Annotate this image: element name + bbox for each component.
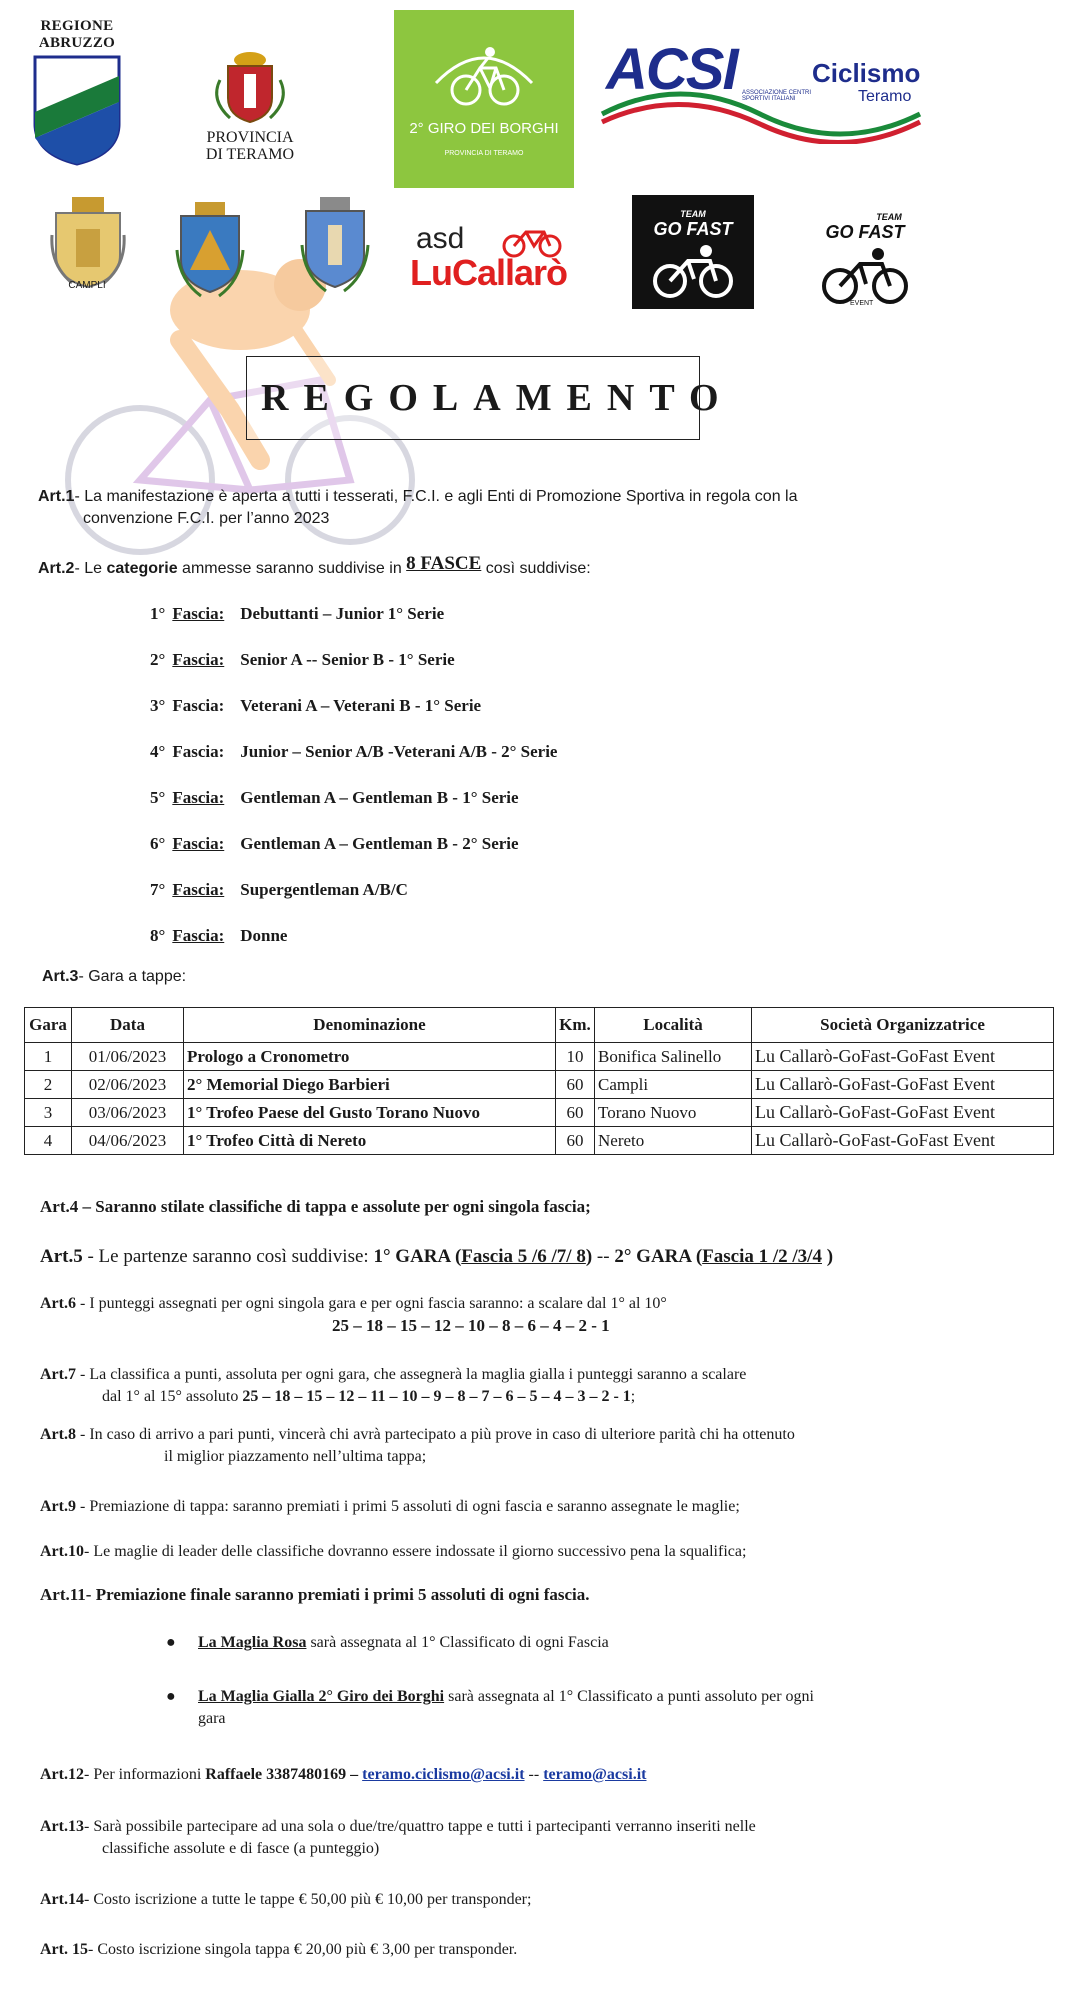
art5-fasce-1: Fascia 5 /6 /7/ 8 — [461, 1246, 586, 1267]
fascia-number: 2° — [150, 650, 166, 669]
col-societa: Società Organizzatrice — [752, 1008, 1054, 1043]
cell-data: 03/06/2023 — [72, 1099, 184, 1127]
article-9 — [40, 1496, 740, 1518]
campli-crest-icon — [50, 195, 126, 291]
acsi-teramo-label: Teramo — [858, 88, 912, 105]
article-14 — [40, 1889, 531, 1911]
art6-text: - I punteggi assegnati per ogni singola gara e per ogni fascia saranno: a scalare dal 1° al 10° — [75, 1295, 667, 1312]
acsi-ciclismo-label: Ciclismo — [812, 58, 921, 88]
art7-points: 25 – 18 – 15 – 12 – 11 – 10 – 9 – 8 – 7 – 6 – 5 – 4 – 3 – 2 - 1 — [242, 1388, 631, 1405]
fascia-number: 4° — [150, 742, 166, 761]
art10-text: - Le maglie di leader delle classifiche dovranno essere indossate il giorno successivo pena la squalifica; — [83, 1543, 747, 1560]
art6-points: 25 – 18 – 15 – 12 – 10 – 8 – 6 – 4 – 2 - 1 — [332, 1316, 610, 1335]
cell-gara: 1 — [25, 1043, 72, 1071]
cell-societa: Lu Callarò-GoFast-GoFast Event — [752, 1099, 1054, 1127]
fascia-item — [150, 695, 481, 717]
col-data: Data — [72, 1008, 184, 1043]
fascia-label: Fascia: — [172, 604, 225, 623]
table-row — [25, 1043, 1054, 1071]
art3-label: Art.3 — [42, 968, 79, 985]
fascia-categories: Gentleman A – Gentleman B - 2° Serie — [240, 834, 519, 853]
art7-text-2: dal 1° al 15° assoluto — [102, 1388, 243, 1405]
bullet-2-text: sarà assegnata al 1° Classificato a punti assoluto per ogni — [444, 1688, 814, 1705]
fascia-categories: Veterani A – Veterani B - 1° Serie — [240, 696, 482, 715]
fascia-number: 6° — [150, 834, 166, 853]
regione-label: REGIONE — [40, 18, 114, 34]
table-header-row — [25, 1008, 1054, 1043]
cell-km: 60 — [556, 1127, 595, 1155]
article-1 — [38, 486, 1038, 530]
art5-fasce-2: Fascia 1 /2 /3/4 — [702, 1246, 822, 1267]
art2-pre: - Le — [74, 560, 107, 577]
cell-gara: 4 — [25, 1127, 72, 1155]
provincia-label: PROVINCIA — [206, 129, 294, 146]
article-6 — [40, 1293, 667, 1315]
gofast-event-name: GO FAST — [825, 222, 905, 242]
lucallaro-name: LuCallarò — [410, 252, 568, 293]
cell-denominazione: 2° Memorial Diego Barbieri — [184, 1071, 556, 1099]
regione-abruzzo-logo — [32, 18, 122, 171]
cell-localita: Nereto — [595, 1127, 752, 1155]
giro-title: 2° GIRO DEI BORGHI — [409, 120, 559, 137]
gofast-name: GO FAST — [653, 219, 733, 239]
cell-data: 01/06/2023 — [72, 1043, 184, 1071]
art2-post: così suddivise: — [481, 560, 591, 577]
bullet-icon: ● — [166, 1688, 176, 1705]
art8-text-2: il miglior piazzamento nell’ultima tappa; — [164, 1448, 427, 1465]
acsi-assoc-label: ASSOCIAZIONE CENTRI SPORTIVI ITALIANI — [742, 90, 812, 102]
cell-km: 10 — [556, 1043, 595, 1071]
cell-gara: 2 — [25, 1071, 72, 1099]
article-12 — [40, 1764, 646, 1786]
fascia-label: Fascia: — [172, 696, 225, 715]
art2-mid: ammesse saranno suddivise in — [177, 560, 407, 577]
abruzzo-label: ABRUZZO — [38, 35, 116, 51]
art15-text: - Costo iscrizione singola tappa € 20,00 più € 3,00 per transponder. — [87, 1941, 518, 1958]
fascia-label: Fascia: — [172, 650, 225, 669]
cell-denominazione: 1° Trofeo Città di Nereto — [184, 1127, 556, 1155]
cell-data: 04/06/2023 — [72, 1127, 184, 1155]
bullet-2-text-2: gara — [198, 1710, 226, 1727]
fascia-label: Fascia: — [172, 788, 225, 807]
fascia-label: Fascia: — [172, 926, 225, 945]
art10-label: Art.10 — [40, 1543, 84, 1560]
art13-text: - Sarà possibile partecipare ad una sola o due/tre/quattro tappe e tutti i partecipanti verranno inseriti nelle — [83, 1818, 756, 1835]
gofast-team-label: TEAM — [680, 209, 706, 219]
article-13 — [40, 1816, 1040, 1860]
art5-gara2: 2° GARA — [614, 1246, 692, 1267]
bullet-maglia-gialla — [166, 1686, 1046, 1730]
team-gofast-event-logo — [806, 212, 924, 312]
fascia-categories: Debuttanti – Junior 1° Serie — [240, 604, 445, 623]
nereto-crest-icon — [300, 195, 370, 295]
giro-dei-borghi-logo — [394, 10, 574, 188]
fascia-categories: Senior A -- Senior B - 1° Serie — [240, 650, 455, 669]
fascia-categories: Junior – Senior A/B -Veterani A/B - 2° Serie — [240, 742, 558, 761]
cyclist-icon — [820, 246, 910, 304]
article-5: Art.5 - Le partenze saranno così suddivise: 1° GARA (Fascia 5 /6 /7/ 8) -- 2° GARA (Fascia 1 /2 /3/4 ) — [40, 1246, 834, 1267]
cell-denominazione: Prologo a Cronometro — [184, 1043, 556, 1071]
art9-label: Art.9 — [40, 1498, 76, 1515]
fascia-item — [150, 787, 519, 809]
bullet-1-bold: La Maglia Rosa — [198, 1634, 307, 1651]
col-localita: Località — [595, 1008, 752, 1043]
art13-text-2: classifiche assolute e di fasce (a punteggio) — [102, 1840, 380, 1857]
bullet-maglia-rosa — [166, 1632, 1046, 1654]
art2-categorie: categorie — [106, 560, 178, 577]
fascia-item — [150, 833, 519, 855]
fascia-item — [150, 741, 557, 763]
fascia-number: 8° — [150, 926, 166, 945]
cell-localita: Torano Nuovo — [595, 1099, 752, 1127]
abruzzo-shield-icon — [32, 54, 122, 166]
art8-text: - In caso di arrivo a pari punti, vincerà chi avrà partecipato a più prove in caso di ulteriore parità chi ha ottenuto — [75, 1426, 795, 1443]
art1-text: - La manifestazione è aperta a tutti i tesserati, F.C.I. e agli Enti di Promozione Sportiva in regola con la — [74, 488, 798, 505]
fascia-number: 5° — [150, 788, 166, 807]
acsi-wordmark: ACSI — [606, 37, 737, 102]
art12-sep: -- — [524, 1766, 544, 1783]
art5-gara1: 1° GARA — [373, 1246, 451, 1267]
article-15 — [40, 1939, 517, 1961]
art5-sep: -- — [592, 1246, 615, 1267]
fascia-categories: Gentleman A – Gentleman B - 1° Serie — [240, 788, 519, 807]
art7-text: - La classifica a punti, assoluta per ogni gara, che assegnerà la maglia gialla i punteggi saranno a scalare — [75, 1366, 747, 1383]
giro-subtitle: PROVINCIA DI TERAMO — [444, 150, 524, 157]
art14-text: - Costo iscrizione a tutte le tappe € 50,00 più € 10,00 per transponder; — [83, 1891, 532, 1908]
article-10 — [40, 1541, 746, 1563]
fascia-label: Fascia: — [172, 834, 225, 853]
campli-label: CAMPLI — [68, 280, 106, 291]
art2-label: Art.2 — [38, 560, 75, 577]
col-km: Km. — [556, 1008, 595, 1043]
fascia-number: 1° — [150, 604, 166, 623]
article-8 — [40, 1424, 795, 1468]
bullet-1-text: sarà assegnata al 1° Classificato di ogni Fascia — [306, 1634, 609, 1651]
cell-gara: 3 — [25, 1099, 72, 1127]
col-gara: Gara — [25, 1008, 72, 1043]
cyclist-icon — [650, 243, 736, 299]
table-row — [25, 1071, 1054, 1099]
fascia-label: Fascia: — [172, 742, 225, 761]
fascia-item — [150, 925, 287, 947]
art13-label: Art.13 — [40, 1818, 84, 1835]
gofast-event-label: EVENT — [850, 300, 874, 307]
bullet-2-bold: La Maglia Gialla 2° Giro dei Borghi — [198, 1688, 445, 1705]
table-row — [25, 1127, 1054, 1155]
art1-label: Art.1 — [38, 488, 75, 505]
teramo-label: DI TERAMO — [205, 146, 295, 163]
fascia-number: 7° — [150, 880, 166, 899]
stages-table — [24, 1007, 1054, 1155]
art8-label: Art.8 — [40, 1426, 76, 1443]
fascia-label: Fascia: — [172, 880, 225, 899]
art6-label: Art.6 — [40, 1295, 76, 1312]
art5-pre: - Le partenze saranno così suddivise: — [82, 1246, 374, 1267]
title-text: REGOLAMENTO — [261, 377, 734, 419]
lucallaro-logo — [410, 222, 570, 302]
article-2 — [38, 553, 1038, 580]
art15-label: Art. 15 — [40, 1941, 88, 1958]
fascia-item — [150, 879, 408, 901]
gofast-event-team-label: TEAM — [876, 212, 902, 222]
article-3 — [42, 966, 186, 988]
provincia-teramo-logo — [190, 50, 310, 163]
cell-km: 60 — [556, 1071, 595, 1099]
art2-fasce: 8 FASCE — [406, 553, 482, 574]
cell-localita: Bonifica Salinello — [595, 1043, 752, 1071]
fascia-item — [150, 603, 444, 625]
document-title — [246, 356, 734, 440]
email-link-ciclismo[interactable]: teramo.ciclismo@acsi.it — [362, 1766, 525, 1783]
acsi-ciclismo-logo — [600, 36, 930, 146]
art12-contact: Raffaele 3387480169 – — [205, 1766, 359, 1783]
cell-localita: Campli — [595, 1071, 752, 1099]
article-11: Art.11- Premiazione finale saranno premiati i primi 5 assoluti di ogni fascia. — [40, 1585, 590, 1604]
lucallaro-asd-label: asd — [416, 222, 465, 255]
bullet-icon: ● — [166, 1634, 176, 1651]
art12-pre: - Per informazioni — [83, 1766, 206, 1783]
cyclist-icon — [434, 38, 534, 108]
art1-text-2: convenzione F.C.I. per l’anno 2023 — [83, 510, 330, 527]
cell-societa: Lu Callarò-GoFast-GoFast Event — [752, 1071, 1054, 1099]
cell-societa: Lu Callarò-GoFast-GoFast Event — [752, 1127, 1054, 1155]
fascia-categories: Donne — [240, 926, 288, 945]
fascia-categories: Supergentleman A/B/C — [240, 880, 408, 899]
art12-label: Art.12 — [40, 1766, 84, 1783]
article-4: Art.4 – Saranno stilate classifiche di tappa e assolute per ogni singola fascia; — [40, 1197, 591, 1216]
team-gofast-logo — [632, 195, 754, 309]
art7-label: Art.7 — [40, 1366, 76, 1383]
fascia-number: 3° — [150, 696, 166, 715]
col-denominazione: Denominazione — [184, 1008, 556, 1043]
art14-label: Art.14 — [40, 1891, 84, 1908]
provincia-crest-icon — [190, 50, 310, 124]
art3-text: - Gara a tappe: — [78, 968, 187, 985]
cell-societa: Lu Callarò-GoFast-GoFast Event — [752, 1043, 1054, 1071]
cell-km: 60 — [556, 1099, 595, 1127]
fascia-item — [150, 649, 455, 671]
art9-text: - Premiazione di tappa: saranno premiati i primi 5 assoluti di ogni fascia e saranno assegnate le maglie; — [75, 1498, 740, 1515]
torano-crest-icon — [175, 200, 245, 300]
art5-label: Art.5 — [40, 1246, 83, 1267]
cell-denominazione: 1° Trofeo Paese del Gusto Torano Nuovo — [184, 1099, 556, 1127]
article-7 — [40, 1364, 746, 1408]
email-link-teramo[interactable]: teramo@acsi.it — [543, 1766, 647, 1783]
art7-end: ; — [630, 1388, 636, 1405]
cell-data: 02/06/2023 — [72, 1071, 184, 1099]
table-row — [25, 1099, 1054, 1127]
